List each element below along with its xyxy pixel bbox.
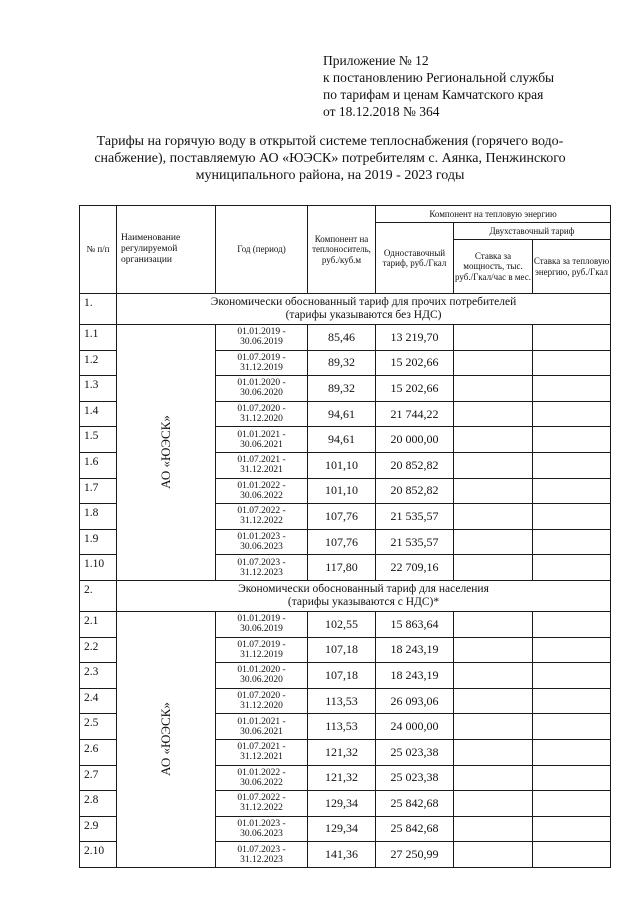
period-end: 31.12.2020 [240,414,283,425]
carrier-value: 94,61 [308,401,376,427]
single-rate-value: 25 842,68 [376,791,454,817]
section-title-line-1: Экономически обоснованный тариф для прочих потребителей [210,296,517,308]
single-rate-value: 27 250,99 [376,842,454,868]
period-start: 01.01.2021 - [237,429,286,440]
period-end: 31.12.2021 [240,752,283,763]
section-title-line-2: (тарифы указываются без НДС) [285,309,442,321]
period-cell [216,739,308,765]
carrier-value: 107,76 [308,529,376,555]
carrier-value: 102,55 [308,611,376,637]
period-end: 30.06.2020 [240,675,283,686]
period-end: 31.12.2023 [240,854,283,865]
energy-rate-value [533,478,611,504]
period-cell [216,350,308,376]
capacity-rate-value [454,739,533,765]
single-rate-value: 25 023,38 [376,765,454,791]
row-number: 1.8 [80,504,117,530]
period-start: 01.01.2023 - [237,532,286,543]
capacity-rate-value [454,765,533,791]
energy-rate-value [533,401,611,427]
carrier-value: 89,32 [308,376,376,402]
single-rate-value: 18 243,19 [376,637,454,663]
capacity-rate-value [454,350,533,376]
period-start: 01.07.2022 - [237,793,286,804]
period-start: 01.01.2022 - [237,767,286,778]
period-end: 30.06.2019 [240,337,283,348]
row-number: 1.6 [80,452,117,478]
single-rate-value: 21 744,22 [376,401,454,427]
row-number: 2.5 [80,714,117,740]
row-number: 1.5 [80,427,117,453]
capacity-rate-value [454,791,533,817]
energy-rate-value [533,427,611,453]
period-start: 01.07.2021 - [237,742,286,753]
period-end: 30.06.2023 [240,542,283,553]
energy-rate-value [533,714,611,740]
appendix-line-1: Приложение № 12 [323,53,429,68]
period-cell [216,478,308,504]
period-cell [216,427,308,453]
capacity-rate-value [454,529,533,555]
capacity-rate-value [454,611,533,637]
section-title-line-1: Экономически обоснованный тариф для населения [238,582,489,595]
energy-rate-value [533,765,611,791]
single-rate-value: 20 852,82 [376,478,454,504]
capacity-rate-value [454,401,533,427]
appendix-block [323,52,554,120]
title-line-2: снабжение), поставляемую АО «ЮЭСК» потребителям с. Аянка, Пенжинского [94,151,566,166]
period-cell [216,611,308,637]
capacity-rate-value [454,452,533,478]
energy-rate-value [533,791,611,817]
appendix-line-4: от 18.12.2018 № 364 [323,104,440,119]
period-start: 01.01.2021 - [237,716,286,727]
row-number: 2.10 [80,842,117,868]
capacity-rate-value [454,688,533,714]
document-title [70,133,590,184]
capacity-rate-value [454,714,533,740]
title-line-3: муниципального района, на 2019 - 2023 годы [195,168,465,183]
appendix-line-2: к постановлению Региональной службы [323,70,555,85]
carrier-value: 107,18 [308,663,376,689]
section-title-line-2: (тарифы указываются с НДС)* [287,595,440,608]
header-thermal: Компонент на тепловую энергию [376,206,611,223]
carrier-value: 107,76 [308,504,376,530]
period-end: 31.12.2022 [240,803,283,814]
period-cell [216,765,308,791]
period-cell [216,452,308,478]
period-start: 01.01.2022 - [237,480,286,491]
carrier-value: 113,53 [308,688,376,714]
single-rate-value: 24 000,00 [376,714,454,740]
period-cell [216,842,308,868]
row-number: 2.7 [80,765,117,791]
period-end: 31.12.2020 [240,701,283,712]
row-number: 1.9 [80,529,117,555]
period-start: 01.01.2019 - [237,614,286,625]
appendix-line-3: по тарифам и ценам Камчатского края [323,87,544,102]
tariff-table [79,205,611,868]
single-rate-value: 25 023,38 [376,739,454,765]
header-period: Год (период) [216,206,308,294]
section-row [80,294,611,325]
carrier-value: 121,32 [308,765,376,791]
period-start: 01.07.2022 - [237,506,286,517]
carrier-value: 89,32 [308,350,376,376]
period-cell [216,555,308,581]
section-title [117,294,611,325]
row-number: 1.7 [80,478,117,504]
energy-rate-value [533,611,611,637]
period-end: 31.12.2023 [240,567,283,578]
period-cell [216,637,308,663]
header-capacity-rate: Ставка за мощность, тыс. руб./Гкал/час в мес. [454,240,533,294]
carrier-value: 129,34 [308,816,376,842]
energy-rate-value [533,637,611,663]
period-cell [216,688,308,714]
single-rate-value: 13 219,70 [376,325,454,351]
org-name-cell [117,325,216,581]
single-rate-value: 25 842,68 [376,816,454,842]
energy-rate-value [533,529,611,555]
period-start: 01.01.2020 - [237,665,286,676]
carrier-value: 107,18 [308,637,376,663]
period-start: 01.07.2021 - [237,455,286,466]
energy-rate-value [533,376,611,402]
energy-rate-value [533,688,611,714]
carrier-value: 101,10 [308,478,376,504]
carrier-value: 141,36 [308,842,376,868]
row-number: 2.6 [80,739,117,765]
single-rate-value: 15 863,64 [376,611,454,637]
energy-rate-value [533,842,611,868]
single-rate-value: 15 202,66 [376,350,454,376]
period-end: 30.06.2020 [240,388,283,399]
header-org: Наименование регулируемой организации [117,206,216,294]
section-number: 2. [80,580,117,611]
carrier-value: 129,34 [308,791,376,817]
section-title [117,580,611,611]
header-energy-rate: Ставка за тепловую энергию, руб./Гкал [533,240,611,294]
period-start: 01.07.2019 - [237,639,286,650]
energy-rate-value [533,663,611,689]
carrier-value: 101,10 [308,452,376,478]
header-carrier: Компонент на теплоноситель, руб./куб.м [308,206,376,294]
row-number: 1.1 [80,325,117,351]
energy-rate-value [533,739,611,765]
org-name: АО «ЮЭСК» [157,702,173,777]
period-start: 01.07.2020 - [237,691,286,702]
period-cell [216,401,308,427]
capacity-rate-value [454,478,533,504]
period-end: 30.06.2021 [240,439,283,450]
table-row [80,611,611,637]
capacity-rate-value [454,637,533,663]
period-cell [216,791,308,817]
period-start: 01.01.2019 - [237,327,286,338]
row-number: 2.2 [80,637,117,663]
row-number: 1.10 [80,555,117,581]
section-number: 1. [80,294,117,325]
carrier-value: 94,61 [308,427,376,453]
period-end: 31.12.2019 [240,362,283,373]
period-end: 30.06.2022 [240,490,283,501]
period-end: 30.06.2019 [240,624,283,635]
period-end: 30.06.2022 [240,777,283,788]
period-end: 30.06.2021 [240,726,283,737]
period-cell [216,325,308,351]
single-rate-value: 20 852,82 [376,452,454,478]
title-line-1: Тарифы на горячую воду в открытой системе теплоснабжения (горячего водо- [96,134,564,149]
carrier-value: 85,46 [308,325,376,351]
energy-rate-value [533,325,611,351]
capacity-rate-value [454,504,533,530]
period-start: 01.01.2020 - [237,378,286,389]
single-rate-value: 22 709,16 [376,555,454,581]
period-start: 01.07.2020 - [237,404,286,415]
header-num: № п/п [80,206,117,294]
period-end: 30.06.2023 [240,828,283,839]
carrier-value: 113,53 [308,714,376,740]
row-number: 1.3 [80,376,117,402]
energy-rate-value [533,504,611,530]
row-number: 2.9 [80,816,117,842]
carrier-value: 121,32 [308,739,376,765]
energy-rate-value [533,452,611,478]
header-single-rate: Одноставочный тариф, руб./Гкал [376,223,454,294]
period-cell [216,376,308,402]
energy-rate-value [533,816,611,842]
row-number: 2.3 [80,663,117,689]
single-rate-value: 20 000,00 [376,427,454,453]
energy-rate-value [533,555,611,581]
header-two-part: Двухставочный тариф [454,223,611,240]
period-cell [216,714,308,740]
row-number: 2.4 [80,688,117,714]
capacity-rate-value [454,816,533,842]
period-end: 31.12.2022 [240,516,283,527]
single-rate-value: 18 243,19 [376,663,454,689]
period-start: 01.07.2023 - [237,557,286,568]
capacity-rate-value [454,842,533,868]
row-number: 1.2 [80,350,117,376]
period-start: 01.07.2019 - [237,352,286,363]
org-name: АО «ЮЭСК» [157,415,173,490]
energy-rate-value [533,350,611,376]
period-end: 31.12.2021 [240,465,283,476]
row-number: 2.1 [80,611,117,637]
row-number: 1.4 [80,401,117,427]
capacity-rate-value [454,427,533,453]
capacity-rate-value [454,663,533,689]
period-cell [216,663,308,689]
period-cell [216,529,308,555]
table-row [80,325,611,351]
org-name-cell [117,611,216,867]
period-start: 01.01.2023 - [237,818,286,829]
single-rate-value: 21 535,57 [376,504,454,530]
row-number: 2.8 [80,791,117,817]
capacity-rate-value [454,376,533,402]
single-rate-value: 26 093,06 [376,688,454,714]
single-rate-value: 21 535,57 [376,529,454,555]
period-end: 31.12.2019 [240,649,283,660]
period-cell [216,816,308,842]
capacity-rate-value [454,555,533,581]
period-start: 01.07.2023 - [237,844,286,855]
period-cell [216,504,308,530]
capacity-rate-value [454,325,533,351]
carrier-value: 117,80 [308,555,376,581]
single-rate-value: 15 202,66 [376,376,454,402]
section-row [80,580,611,611]
